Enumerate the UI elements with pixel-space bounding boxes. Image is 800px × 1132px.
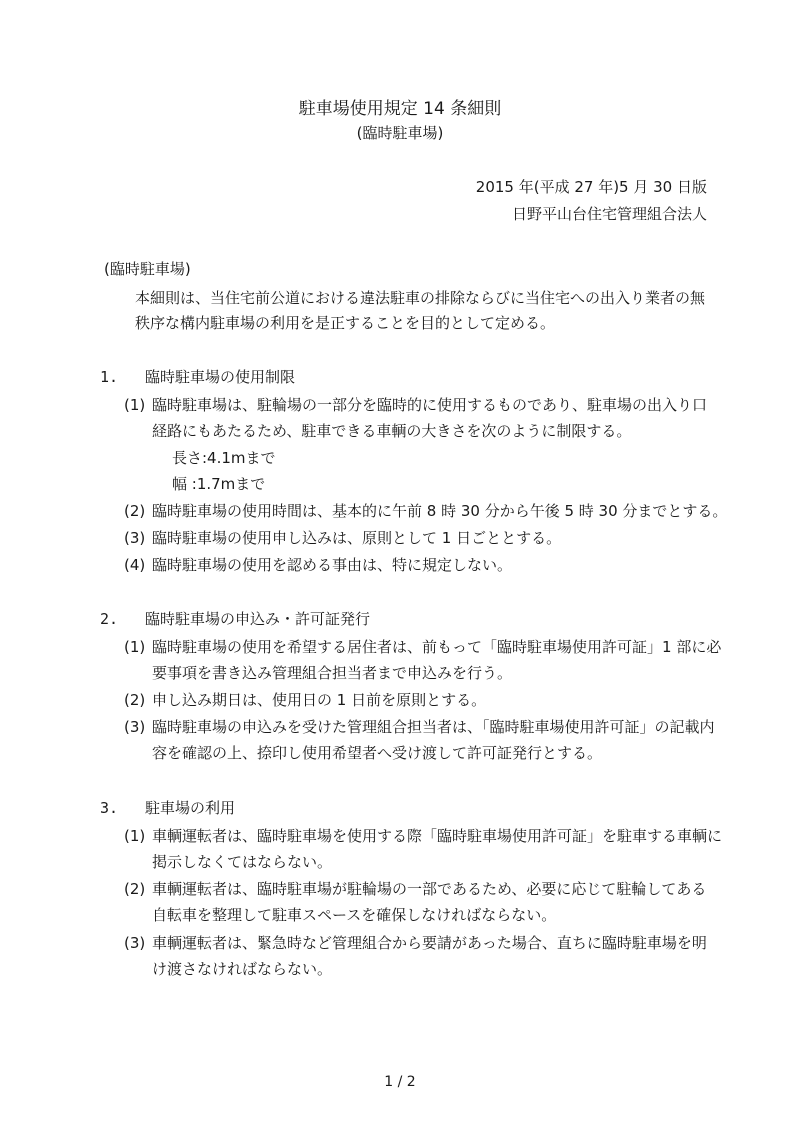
document-organization: 日野平山台住宅管理組合法人 (511, 205, 707, 223)
section-title: 駐車場の利用 (145, 799, 236, 817)
item-label: (4) (124, 556, 146, 574)
limit-width: 幅 :1.7mまで (172, 475, 266, 493)
item-line: 車輌運転者は、臨時駐車場を使用する際「臨時駐車場使用許可証」を駐車する車輌に (152, 827, 723, 845)
item-line: 臨時駐車場の使用時間は、基本的に午前 8 時 30 分から午後 5 時 30 分までとする。 (152, 502, 728, 520)
item-label: (3) (124, 529, 146, 547)
preamble-line: 本細則は、当住宅前公道における違法駐車の排除ならびに当住宅への出入り業者の無 (135, 289, 706, 307)
item-label: (1) (124, 827, 146, 845)
item-label: (2) (124, 880, 146, 898)
document-title: 駐車場使用規定 14 条細則 (298, 99, 502, 119)
item-line: 臨時駐車場の使用申し込みは、原則として 1 日ごととする。 (152, 529, 562, 547)
item-line: け渡さなければならない。 (152, 960, 333, 978)
item-line: 申し込み期日は、使用日の 1 日前を原則とする。 (152, 691, 487, 709)
item-line: 車輌運転者は、緊急時など管理組合から要請があった場合、直ちに臨時駐車場を明 (152, 934, 707, 952)
item-label: (3) (124, 718, 146, 736)
item-label: (2) (124, 502, 146, 520)
item-line: 容を確認の上、捺印し使用希望者へ受け渡して許可証発行とする。 (152, 744, 603, 762)
section-title: 臨時駐車場の申込み・許可証発行 (145, 610, 371, 628)
limit-length: 長さ:4.1mまで (172, 449, 276, 467)
item-line: 臨時駐車場は、駐輪場の一部分を臨時的に使用するものであり、駐車場の出入り口 (152, 396, 708, 414)
section-number: 3. (100, 799, 119, 817)
document-date: 2015 年(平成 27 年)5 月 30 日版 (475, 178, 707, 196)
item-line: 車輌運転者は、臨時駐車場が駐輪場の一部であるため、必要に応じて駐輪してある (152, 880, 707, 898)
item-line: 臨時駐車場の申込みを受けた管理組合担当者は、「臨時駐車場使用許可証」の記載内 (152, 718, 715, 736)
section-title: 臨時駐車場の使用制限 (145, 368, 296, 386)
item-line: 掲示しなくてはならない。 (152, 853, 333, 871)
item-label: (3) (124, 934, 146, 952)
item-line: 臨時駐車場の使用を認める事由は、特に規定しない。 (152, 556, 513, 574)
preamble-heading: (臨時駐車場) (104, 260, 191, 278)
item-line: 要事項を書き込み管理組合担当者まで申込みを行う。 (152, 664, 513, 682)
item-label: (2) (124, 691, 146, 709)
item-line: 臨時駐車場の使用を希望する居住者は、前もって「臨時駐車場使用許可証」1 部に必 (152, 638, 722, 656)
item-label: (1) (124, 396, 146, 414)
section-number: 1. (100, 368, 119, 386)
item-label: (1) (124, 638, 146, 656)
page-number: 1 / 2 (384, 1074, 416, 1090)
item-line: 経路にもあたるため、駐車できる車輌の大きさを次のように制限する。 (152, 422, 632, 440)
document-subtitle: (臨時駐車場) (356, 124, 444, 142)
section-number: 2. (100, 610, 119, 628)
item-line: 自転車を整理して駐車スペースを確保しなければならない。 (152, 906, 557, 924)
preamble-line: 秩序な構内駐車場の利用を是正することを目的として定める。 (135, 314, 556, 332)
